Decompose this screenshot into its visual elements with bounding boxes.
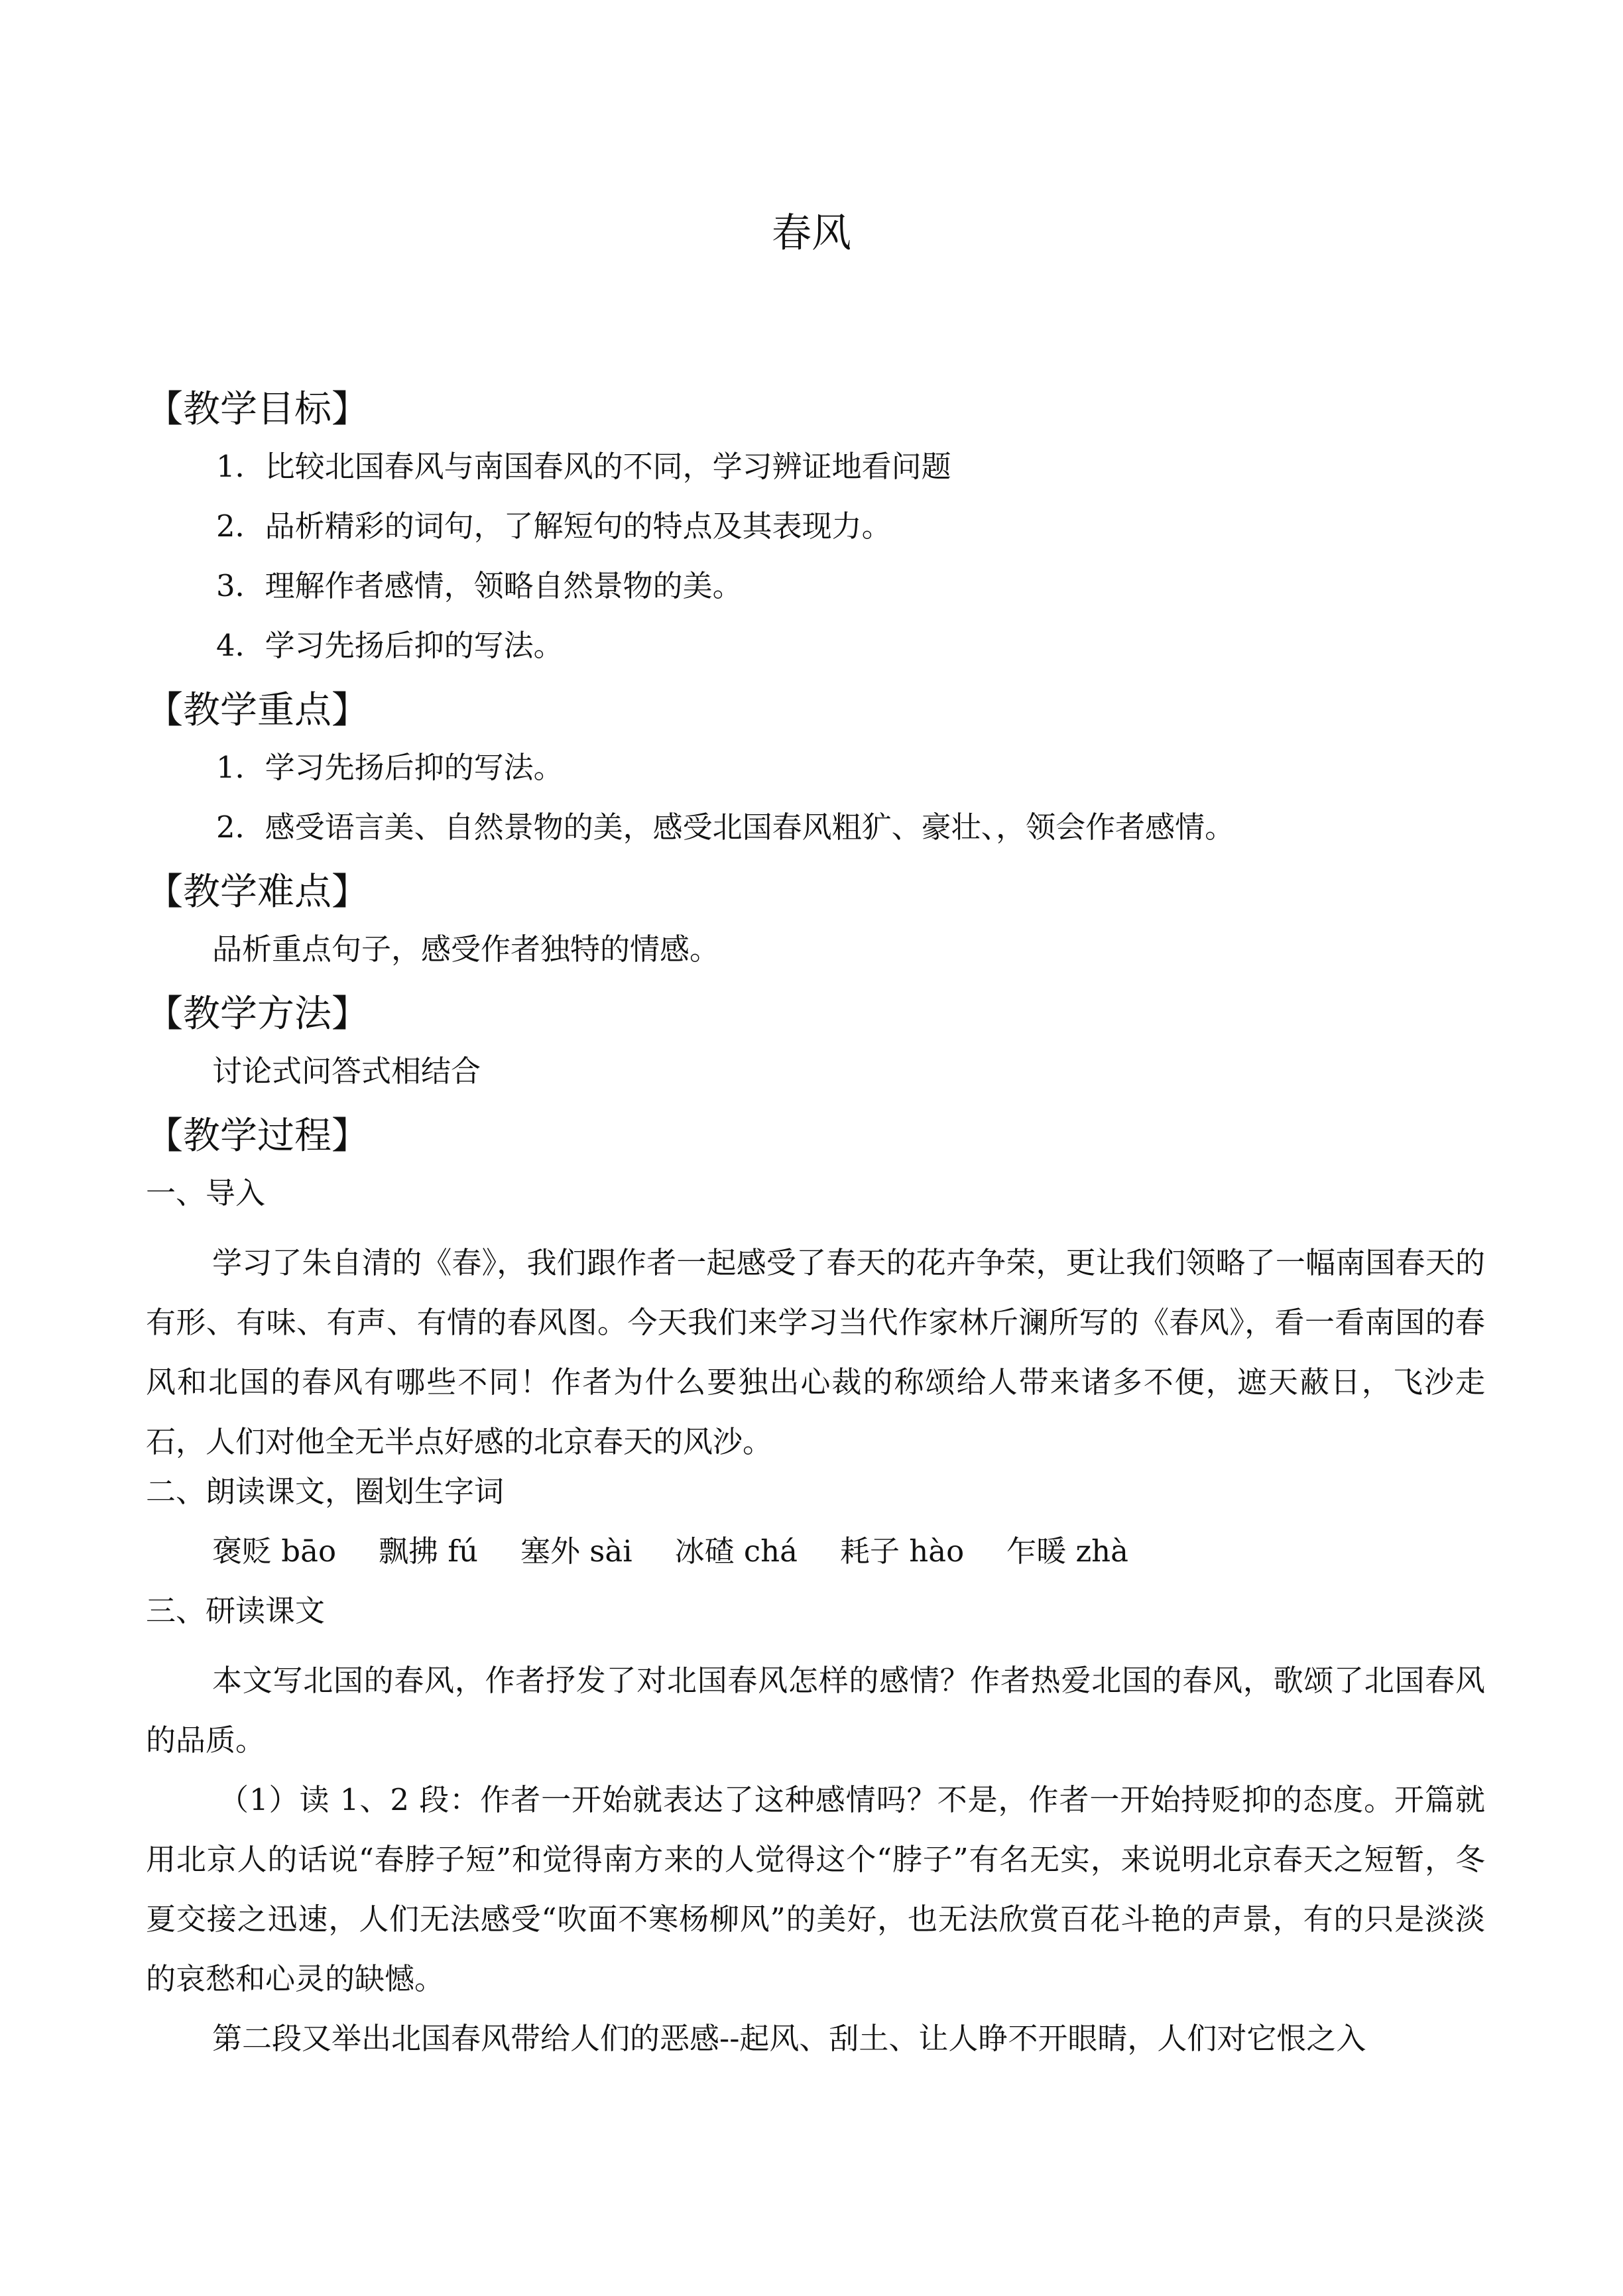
vocab-item: 乍暖 zhà xyxy=(1006,1534,1128,1569)
vocab-list xyxy=(146,1532,1485,1591)
section-heading-methods: 【教学方法】 xyxy=(146,993,369,1036)
section-heading-goals: 【教学目标】 xyxy=(146,388,369,431)
goal-item: 4．学习先扬后抑的写法。 xyxy=(216,628,564,663)
goal-item: 1．比较北国春风与南国春风的不同，学习辨证地看问题 xyxy=(216,449,951,484)
section-heading-difficulties: 【教学难点】 xyxy=(146,871,369,914)
study-paragraph: 本文写北国的春风，作者抒发了对北国春风怎样的感情？作者热爱北国的春风，歌颂了北国春风的品质。 xyxy=(146,1663,1485,1758)
section-heading-process: 【教学过程】 xyxy=(146,1115,369,1158)
vocab-item: 褒贬 bāo xyxy=(212,1534,337,1569)
page-title: 春风 xyxy=(772,210,851,257)
vocab-item: 飘拂 fú xyxy=(379,1534,478,1569)
section-heading-key-points: 【教学重点】 xyxy=(146,689,369,732)
methods-text: 讨论式问答式相结合 xyxy=(212,1054,481,1089)
study-paragraph: 第二段又举出北国春风带给人们的恶感--起风、刮土、让人睁不开眼睛，人们对它恨之入 xyxy=(212,2021,1366,2056)
study-paragraph: （1）读 1、2 段：作者一开始就表达了这种感情吗？不是，作者一开始持贬抑的态度。开篇就用北京人的话说“春脖子短”和觉得南方来的人觉得这个“脖子”有名无实，来说明北京春天之短暂，冬夏交接之迅速，人们无法感受“吹面不寒杨柳风”的美好，也无法欣赏百花斗艳的声景，有的只是淡淡的哀愁和心灵的缺憾。 xyxy=(146,1782,1485,1996)
intro-paragraph: 学习了朱自清的《春》，我们跟作者一起感受了春天的花卉争荣，更让我们领略了一幅南国春天的有形、有味、有声、有情的春风图。今天我们来学习当代作家林斤澜所写的《春风》，看一看南国的春风和北国的春风有哪些不同！作者为什么要独出心裁的称颂给人带来诸多不便，遮天蔽日，飞沙走石，人们对他全无半点好感的北京春天的风沙。 xyxy=(146,1245,1485,1459)
document-body xyxy=(146,385,1485,2069)
goal-item: 2．品析精彩的词句，了解短句的特点及其表现力。 xyxy=(216,509,892,544)
process-part-title: 三、研读课文 xyxy=(146,1593,326,1628)
process-part-title: 一、导入 xyxy=(146,1176,266,1211)
difficulties-text: 品析重点句子，感受作者独特的情感。 xyxy=(212,932,720,967)
goal-item: 3．理解作者感情，领略自然景物的美。 xyxy=(216,568,743,603)
vocab-item: 冰碴 chá xyxy=(674,1534,798,1569)
key-point-item: 1．学习先扬后抑的写法。 xyxy=(216,750,564,785)
process-part-title: 二、朗读课文，圈划生字词 xyxy=(146,1474,505,1509)
vocab-item: 塞外 sài xyxy=(520,1534,632,1569)
key-point-item: 2．感受语言美、自然景物的美，感受北国春风粗犷、豪壮、，领会作者感情。 xyxy=(216,810,1235,845)
vocab-item: 耗子 hào xyxy=(839,1534,965,1569)
